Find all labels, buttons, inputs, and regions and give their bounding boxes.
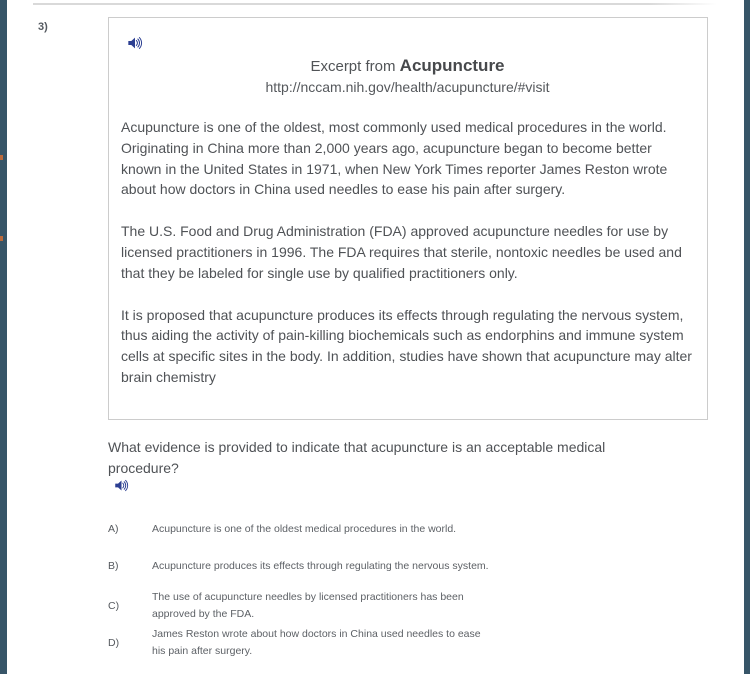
- option-letter[interactable]: B): [108, 560, 119, 573]
- answer-option-a[interactable]: [108, 521, 456, 538]
- option-letter[interactable]: D): [108, 636, 120, 649]
- option-text[interactable]: The use of acupuncture needles by licensed practitioners has been approved by the FDA.: [152, 591, 464, 620]
- answer-option-b[interactable]: [108, 558, 489, 575]
- question-number: 3): [38, 21, 48, 33]
- option-letter[interactable]: C): [108, 599, 120, 612]
- option-letter[interactable]: A): [108, 523, 119, 536]
- right-scroll-strip[interactable]: [744, 0, 750, 674]
- passage-source-url: http://nccam.nih.gov/health/acupuncture/#visit: [265, 79, 550, 95]
- passage-body: [121, 117, 694, 388]
- scroll-marker: [0, 236, 3, 241]
- previous-question-divider: [33, 3, 717, 5]
- option-text[interactable]: Acupuncture produces its effects through regulating the nervous system.: [152, 560, 489, 572]
- left-scroll-strip[interactable]: [0, 0, 7, 674]
- speaker-icon: [114, 479, 129, 492]
- speaker-icon: [127, 36, 143, 50]
- answer-option-c[interactable]: [108, 589, 492, 622]
- passage-paragraph: It is proposed that acupuncture produces its effects through regulating the nervous system, thus aiding the activity of pain-killing biochemicals such as endorphins and immune system cells at specific sites in the body. In addition, studies have shown that acupuncture may alter brain chemistry: [121, 306, 692, 385]
- scroll-marker: [0, 155, 3, 160]
- option-text[interactable]: James Reston wrote about how doctors in China used needles to ease his pain after surgery.: [152, 628, 481, 657]
- passage-title-prefix: Excerpt from: [310, 58, 396, 75]
- passage-paragraph: Acupuncture is one of the oldest, most commonly used medical procedures in the world. Originating in China more than 2,000 years ago, acupuncture began to become better known in the United States in 1971, when New York Times reporter James Reston wrote about how doctors in China used needles to ease his pain after surgery.: [121, 119, 668, 198]
- passage-paragraph: The U.S. Food and Drug Administration (FDA) approved acupuncture needles for use by licensed practitioners in 1996. The FDA requires that sterile, nontoxic needles be used and that they be labeled for single use by qualified practitioners only.: [121, 223, 682, 281]
- question-audio-button[interactable]: [114, 479, 129, 492]
- option-text[interactable]: Acupuncture is one of the oldest medical procedures in the world.: [152, 523, 457, 535]
- passage-audio-button[interactable]: [127, 36, 143, 50]
- answer-option-d[interactable]: [108, 626, 492, 659]
- question-text: What evidence is provided to indicate that acupuncture is an acceptable medical procedure?: [108, 439, 606, 476]
- passage-box: [108, 17, 708, 420]
- passage-title: [121, 56, 694, 76]
- passage-title-word: Acupuncture: [399, 56, 505, 75]
